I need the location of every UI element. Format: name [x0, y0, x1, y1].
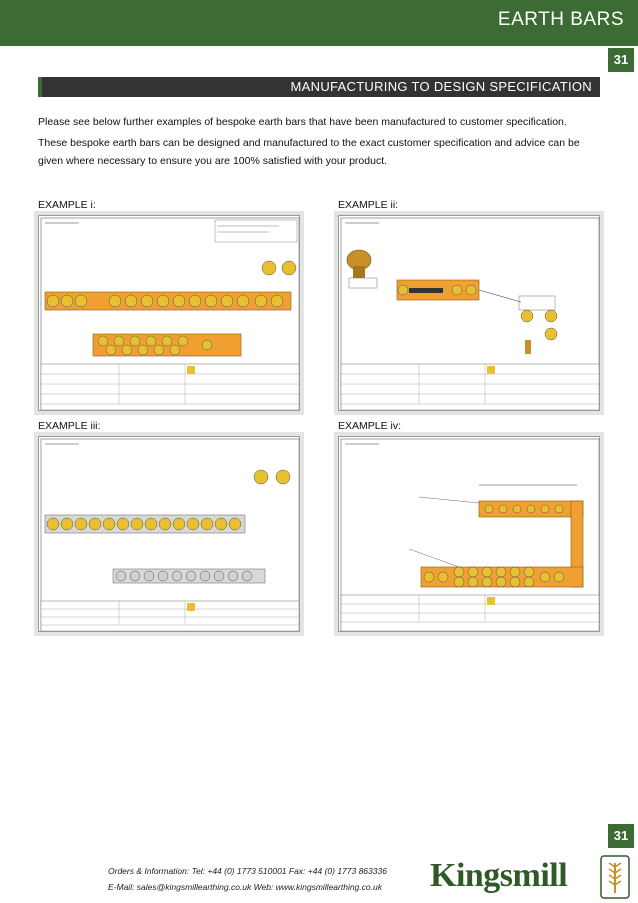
header-bar [0, 0, 638, 46]
example-2-drawing [338, 215, 600, 411]
footer-contact-web: E-Mail: sales@kingsmillearthing.co.uk Web: www.kingsmillearthing.co.uk [108, 882, 382, 892]
wheat-logo-icon [600, 855, 630, 903]
example-2-label: EXAMPLE ii: [338, 199, 399, 211]
page-header-title: EARTH BARS [497, 9, 624, 30]
page-number-badge-top: 31 [608, 48, 634, 72]
brand-logo: Kingsmill [430, 857, 568, 894]
example-4-drawing [338, 436, 600, 632]
example-1-label: EXAMPLE i: [38, 199, 96, 211]
footer-contact-phone: Orders & Information: Tel: +44 (0) 1773 510001 Fax: +44 (0) 1773 863336 [108, 866, 387, 876]
section-title: MANUFACTURING TO DESIGN SPECIFICATION [290, 79, 592, 94]
example-4-label: EXAMPLE iv: [338, 420, 402, 432]
section-heading-bar [38, 77, 600, 97]
example-3-drawing [38, 436, 300, 632]
description-paragraph: These bespoke earth bars can be designed and manufactured to the exact customer specification and advice can be given where necessary to ensure you are 100% satisfied with your product. [38, 137, 580, 167]
example-3-label: EXAMPLE iii: [38, 420, 101, 432]
page-number-badge-bottom: 31 [608, 824, 634, 848]
intro-paragraph: Please see below further examples of bespoke earth bars that have been manufactured to customer specification. [38, 116, 567, 128]
section-accent [38, 77, 42, 97]
example-1-drawing [38, 215, 300, 411]
